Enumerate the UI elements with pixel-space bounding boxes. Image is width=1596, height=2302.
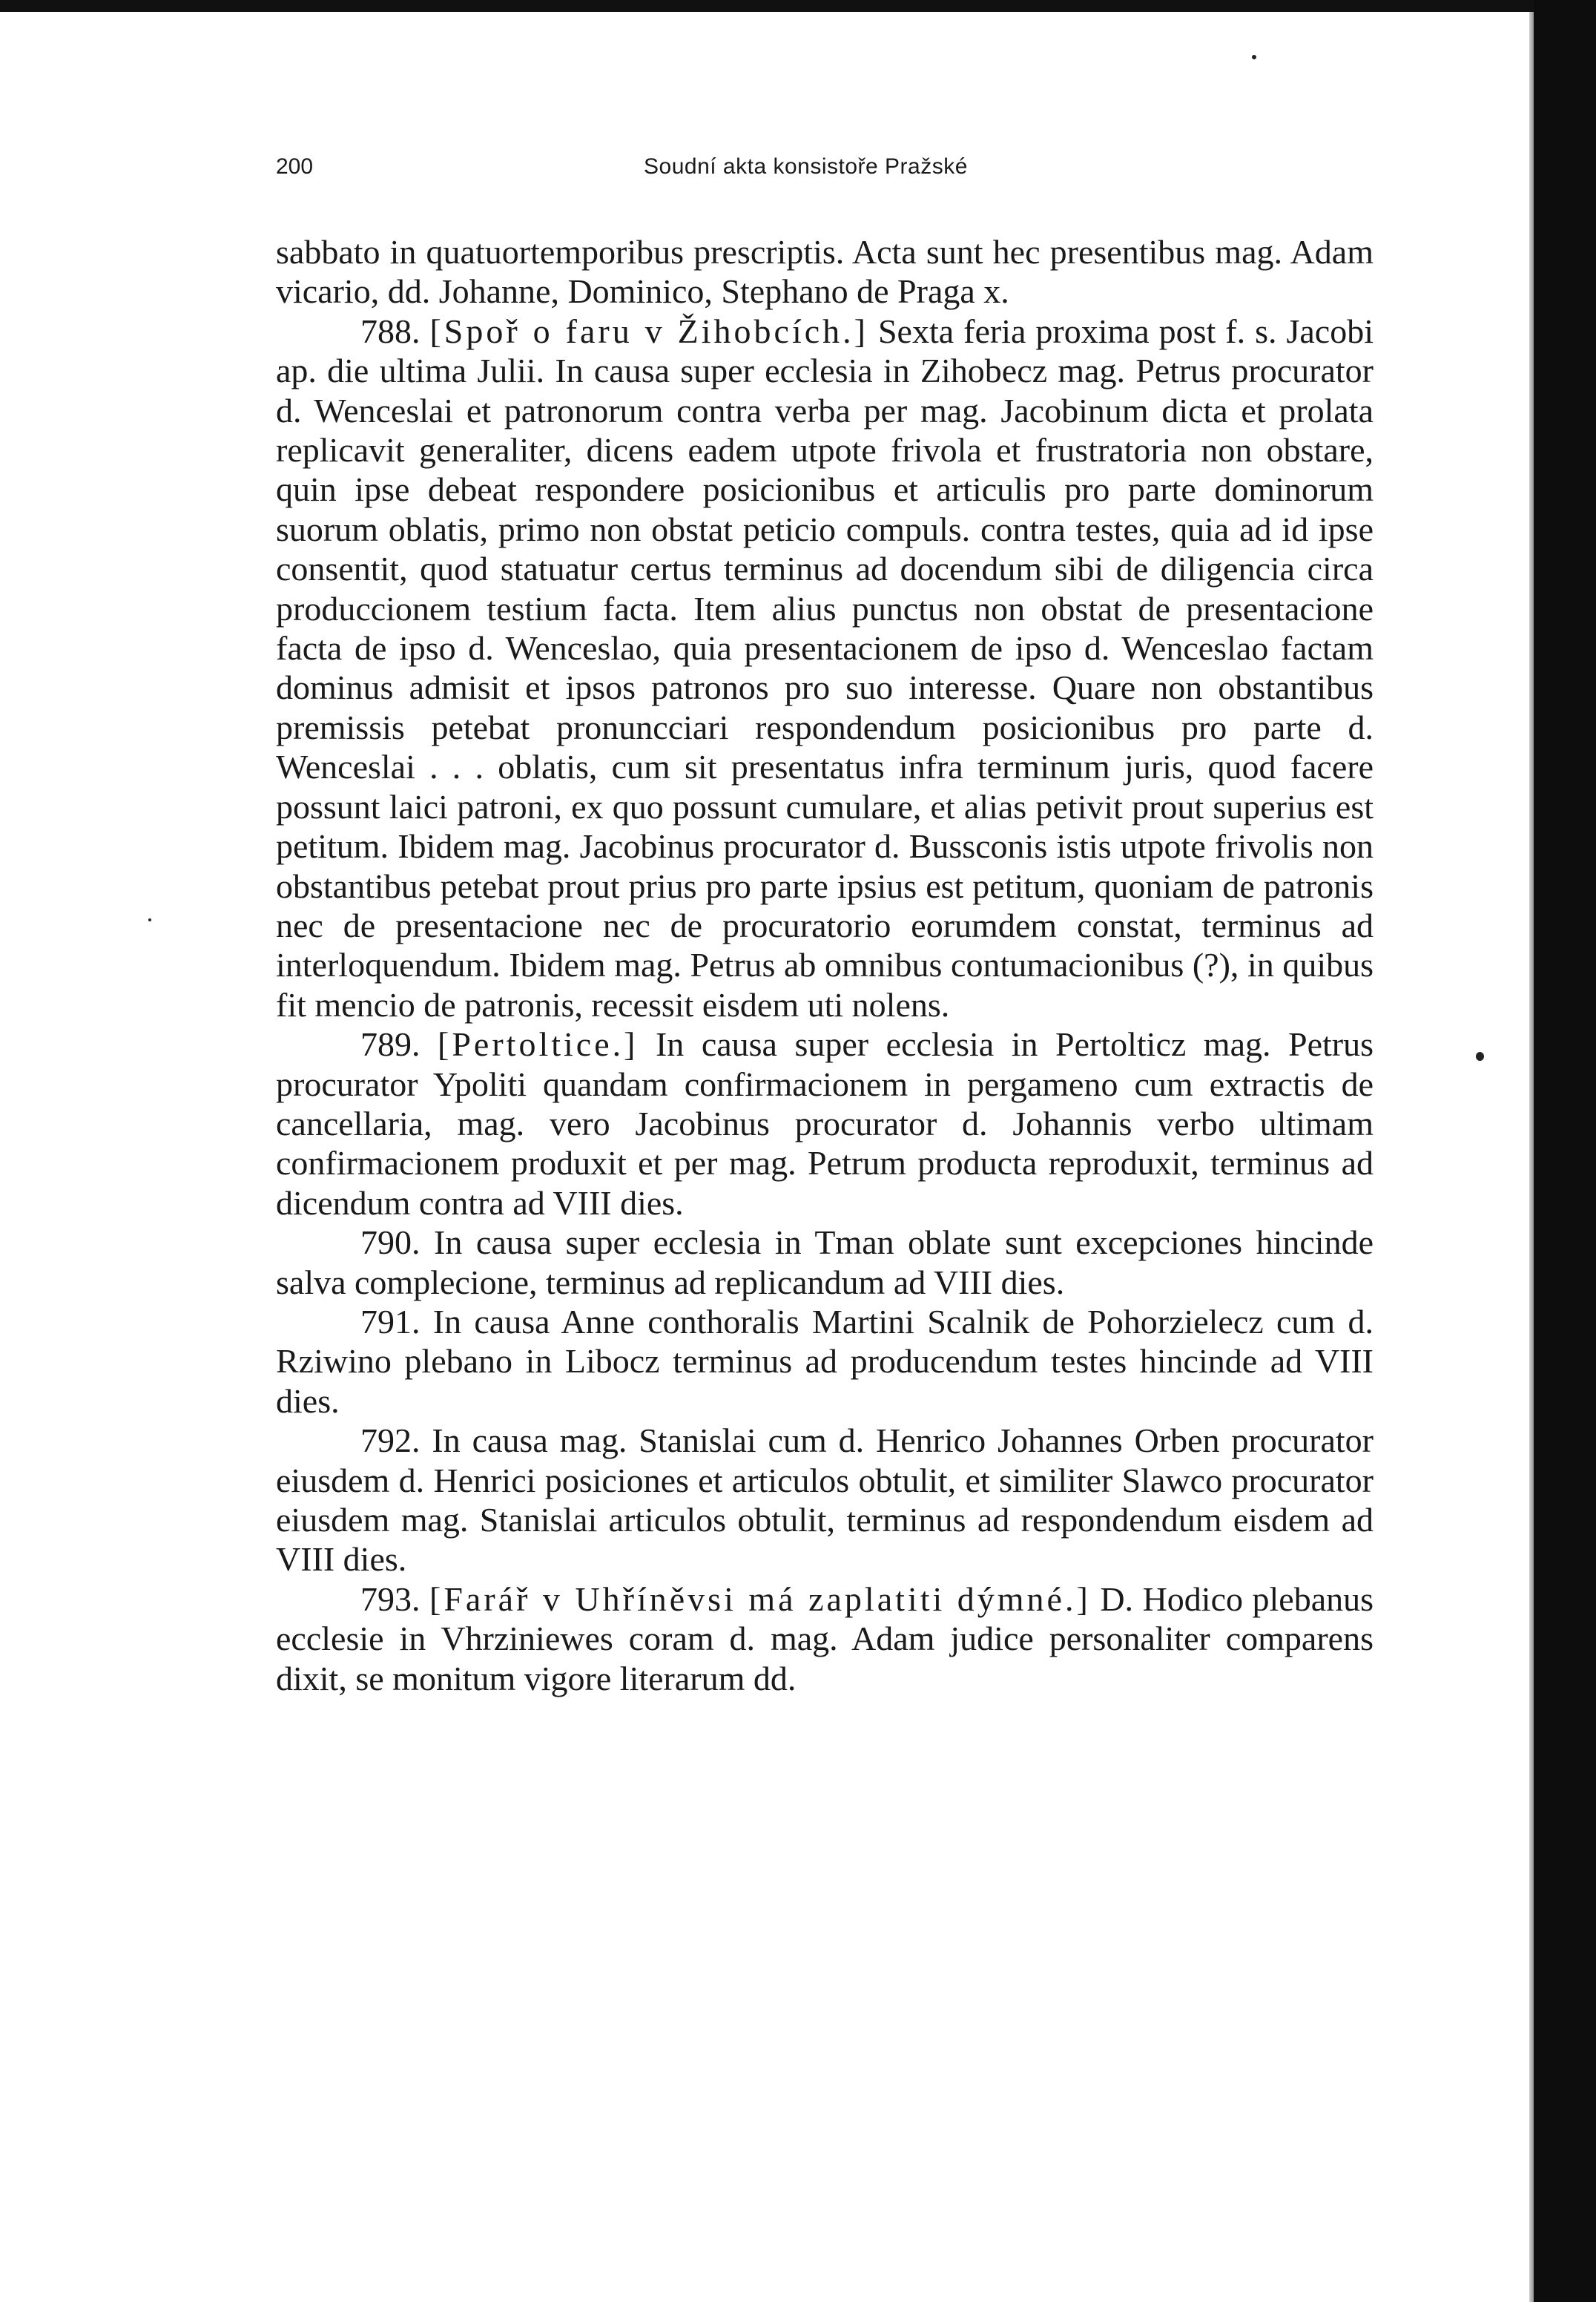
entry-790 bbox=[276, 1223, 1374, 1302]
entry-text: Sexta feria proxima post f. s. Jacobi ap. die ultima Julii. In causa super ecclesia in Zihobecz mag. Petrus procurator d. Wenceslai et patronorum contra verba per mag. Jacobinum dicta et prolata replicavit generaliter, dicens eadem utpote frivola et frustratoria non obstare, quin ipse debeat respondere posicionibus et articulis pro parte dominorum suorum oblatis, primo non obstat peticio compuls. contra testes, quia ad id ipse consentit, quod statuatur certus terminus ad docendum sibi de diligencia circa produccionem testium facta. Item alius punctus non obstat de presentacione facta de ipso d. Wenceslao, quia presentacionem de ipso d. Wenceslao factam dominus admisit et ipsos patronos pro suo interesse. Quare non obstantibus premissis petebat pronuncciari respondendum posicionibus pro parte d. Wenceslai . . . oblatis, cum sit presentatus infra terminum juris, quod facere possunt laici patroni, ex quo possunt cumulare, et alias petivit prout superius est petitum. Ibidem mag. Jacobinus procurator d. Bussconis istis utpote frivolis non obstantibus petebat prout prius pro parte ipsius est petitum, quoniam de patronis nec de presentacione nec de procuratorio eorumdem constat, terminus ad interloquendum. Ibidem mag. Petrus ab omnibus contumacionibus (?), in quibus fit mencio de patronis, recessit eisdem uti nolens. bbox=[276, 312, 1374, 1024]
entry-number: 793. bbox=[360, 1579, 421, 1618]
entry-number: 791. bbox=[360, 1302, 421, 1341]
entry-792 bbox=[276, 1421, 1374, 1579]
entry-number: 789. bbox=[360, 1025, 421, 1064]
entry-text: In causa mag. Stanislai cum d. Henrico Johannes Orben procurator eiusdem d. Henrici posiciones et articulos obtulit, et similiter Slawco procurator eiusdem mag. Stanislai articulos obtulit, terminus ad respondendum eisdem ad VIII dies. bbox=[276, 1421, 1374, 1579]
entry-title: [Spoř o faru v Žihobcích.] bbox=[429, 312, 868, 350]
opening-paragraph: sabbato in quatuortemporibus prescriptis. Acta sunt hec presentibus mag. Adam vicario, dd. Johanne, Dominico, Stephano de Praga x. bbox=[276, 233, 1374, 311]
document-body bbox=[276, 232, 1374, 1698]
entry-number: 788. bbox=[360, 312, 421, 350]
scan-top-edge bbox=[0, 0, 1596, 12]
entry-789 bbox=[276, 1025, 1374, 1223]
entry-number: 790. bbox=[360, 1223, 421, 1262]
entry-793 bbox=[276, 1579, 1374, 1698]
entry-text: D. Hodico plebanus ecclesie in Vhrziniewes coram d. mag. Adam judice personaliter comparens dixit, se monitum vigore literarum dd. bbox=[276, 1579, 1374, 1697]
entry-text: In causa super ecclesia in Pertolticz mag. Petrus procurator Ypoliti quandam confirmacionem in pergameno cum extractis de cancellaria, mag. vero Jacobinus procurator d. Johannis verbo ultimam confirmacionem produxit et per mag. Petrum producta reproduxit, terminus ad dicendum contra ad VIII dies. bbox=[276, 1025, 1374, 1222]
entry-text: In causa super ecclesia in Tman oblate sunt excepciones hincinde salva complecione, terminus ad replicandum ad VIII dies. bbox=[276, 1223, 1374, 1301]
scan-speck bbox=[1476, 1052, 1484, 1061]
entry-text: In causa Anne conthoralis Martini Scalnik de Pohorzielecz cum d. Rziwino plebano in Libocz terminus ad producendum testes hincinde ad VIII dies. bbox=[276, 1302, 1374, 1420]
entry-number: 792. bbox=[360, 1421, 421, 1460]
page-number: 200 bbox=[276, 154, 314, 179]
scan-right-edge bbox=[1534, 0, 1596, 2302]
page-header bbox=[276, 154, 1381, 184]
entry-title: [Pertoltice.] bbox=[438, 1025, 639, 1064]
scan-speck bbox=[1252, 55, 1256, 59]
entry-791 bbox=[276, 1302, 1374, 1421]
scan-speck bbox=[148, 918, 151, 921]
entry-title: [Farář v Uhříněvsi má zaplatiti dýmné.] bbox=[429, 1579, 1091, 1618]
entry-788 bbox=[276, 312, 1374, 1025]
running-title: Soudní akta konsistoře Pražské bbox=[644, 154, 968, 179]
